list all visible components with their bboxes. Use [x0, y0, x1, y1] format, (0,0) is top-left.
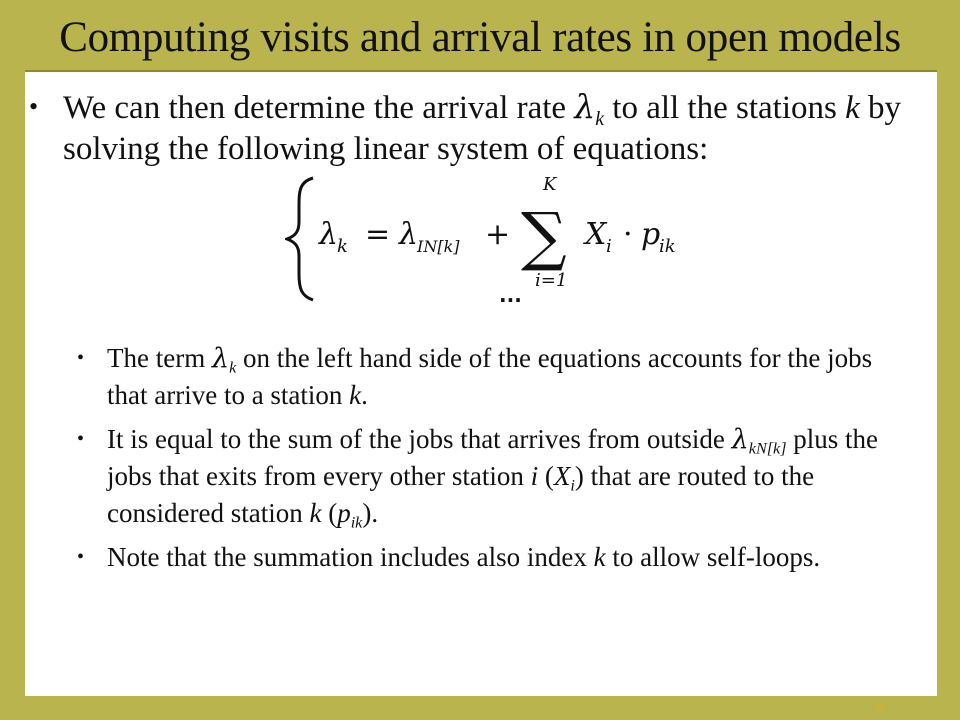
eq-term2: X: [585, 217, 607, 252]
bullet-dot-icon: •: [77, 546, 85, 568]
eq-sum-lower: i=1: [535, 270, 568, 291]
eq-lhs-sub: k: [337, 236, 348, 257]
sub-bullet-text: It is equal to the sum of the jobs that arrives from outside: [107, 424, 732, 454]
eq-term1-sub: IN[k]: [417, 237, 460, 256]
sub-bullet-3: [77, 539, 907, 576]
sub-bullet-1: [77, 340, 907, 414]
p-variable: p: [337, 498, 351, 528]
sub-bullet-text: (: [321, 498, 338, 528]
main-bullet-text-part: by solving the following linear system of equations:: [63, 90, 901, 167]
sub-bullet-text: (: [538, 461, 554, 491]
k-variable: k: [349, 380, 362, 410]
sub-bullet-text: ).: [362, 498, 379, 528]
eq-dot: ·: [623, 217, 633, 252]
eq-term3: p: [641, 217, 661, 252]
sub-bullet-text: The term: [107, 343, 212, 373]
bullet-dot-icon: •: [29, 92, 39, 121]
eq-plus: +: [485, 217, 511, 252]
sub-bullet-text: Note that the summation includes also index: [107, 542, 594, 572]
main-bullet-text-part: We can then determine the arrival rate: [63, 90, 575, 126]
k-variable: k: [309, 498, 322, 528]
k-variable: k: [593, 542, 606, 572]
eq-sum-symbol: ∑: [521, 200, 567, 274]
sub-bullet-text: .: [361, 380, 368, 410]
k-variable: k: [845, 90, 860, 126]
slide-title: Computing visits and arrival rates in open models: [59, 14, 901, 61]
equation-graphic: [285, 174, 705, 304]
eq-ellipsis: ...: [499, 283, 522, 304]
lambda-subscript: k: [229, 358, 237, 377]
sub-bullet-2: [77, 421, 907, 532]
eq-equals: =: [365, 217, 391, 252]
main-bullet-text: [63, 86, 923, 170]
eq-sum-upper: K: [543, 174, 557, 195]
lambda-symbol: λ: [574, 87, 596, 126]
lambda-subscript: k: [595, 107, 605, 130]
x-variable: X: [553, 461, 571, 491]
i-variable: i: [530, 461, 539, 491]
lambda-symbol: λ: [211, 343, 230, 374]
eq-lhs: λ: [319, 217, 339, 252]
content-panel: [25, 72, 937, 696]
p-subscript: ik: [350, 513, 363, 532]
eq-term1: λ: [399, 217, 419, 252]
curly-brace-icon: [287, 178, 313, 300]
lambda-symbol: λ: [731, 424, 749, 455]
x-subscript: i: [570, 476, 575, 495]
eq-term3-sub: ik: [659, 236, 676, 257]
main-bullet-text-part: to all the stations: [604, 90, 846, 126]
bullet-dot-icon: •: [77, 347, 85, 369]
sub-bullet-list: [77, 340, 907, 583]
equation-system: [285, 174, 705, 304]
sub-bullet-text: plus the jobs that exits from every other station: [107, 424, 879, 491]
bullet-dot-icon: •: [77, 428, 85, 450]
sub-bullet-text: to allow self-loops.: [605, 542, 821, 572]
lambda-subscript: kN[k]: [748, 439, 787, 458]
page-number: 5: [877, 700, 884, 715]
sub-bullet-text: ) that are routed to the considered station: [107, 461, 815, 528]
sub-bullet-text: on the left hand side of the equations accounts for the jobs that arrive to a station: [107, 343, 873, 410]
eq-term2-sub: i: [606, 236, 612, 257]
